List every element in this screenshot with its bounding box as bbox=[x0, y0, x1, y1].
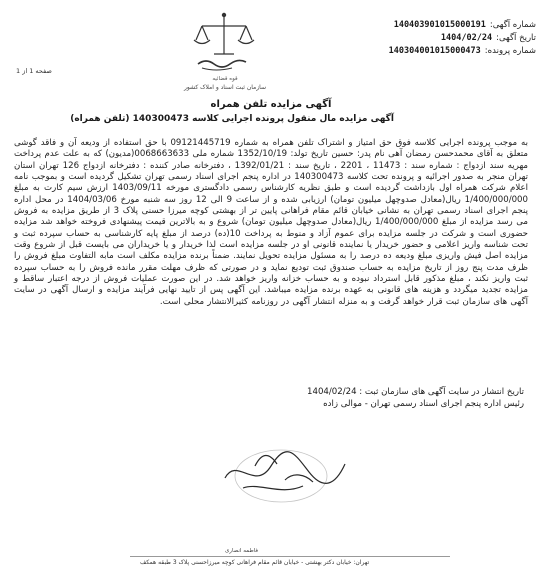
file-number-value: 140304001015000473 bbox=[388, 46, 481, 56]
page-number: صفحه 1 از 1 bbox=[16, 67, 52, 75]
announcement-body bbox=[14, 138, 528, 308]
document-subtitle: آگهی مزایده مال منقول پرونده اجرایی کلاسه 140300473 (تلفن همراه) bbox=[70, 114, 394, 124]
authority-line: رئیس اداره پنجم اجرای اسناد رسمی تهران - موالی زاده bbox=[323, 399, 524, 409]
emblem-caption: سازمان ثبت اسناد و املاک کشور bbox=[183, 84, 267, 91]
publish-date-line: تاریخ انتشار در سایت آگهی های سازمان ثبت : 1404/02/24 bbox=[307, 387, 524, 397]
body-paragraph: به موجب پرونده اجرایی کلاسه فوق حق امتیاز و اشتراک تلفن همراه به شماره 09121445719 با حق استفاده از ودیعه آن و فاقد گوشی متعلق به آقای محمدحسن رمضان آهی نام پدر: حسین تاریخ تولد: 1352/10/19 شماره ملی 0068663633(مدیون) که به علت عدم پرداخت مهریه سند ازدواج : شماره سند : 11473 ، 2201 ، تاریخ سند : 1392/01/21 ، دفترخانه صادر کننده : دفترخانه ازدواج 126 تهران استان تهران منجر به صدور اجرائیه و پرونده تحت کلاسه 140300473 در اداره پنجم اجرای اسناد رسمی تهران تشکیل گردیده است و بموجب نامه اعلام شرکت همراه اول بازداشت گردیده است و طبق نظریه کارشناس رسمی دادگستری مورخه 1403/09/11 ارزش سیم کارت به مبلغ 1/400/000/000 ریال(معادل صدوچهل میلیون تومان) ارزیابی شده و از ساعت 9 الی 12 روز سه شنبه مورخ 1404/03/06 در محل اداره پنجم اجرای اسناد رسمی تهران به نشانی خیابان قائم مقام فراهانی پایین تر از بهشتی کوچه میرزا حسنی پلاک 3 از طریق مزایده به فروش می رسد مزایده از مبلغ 1/400/000/000 ریال(معادل صدوچهل میلیون تومان) شروع و به بالاترین قیمت پیشنهادی فروخته خواهد شد مزایده حضوری است و شرکت در جلسه مزایده برای عموم آزاد و منوط به پرداخت 10(ده) درصد از مبلغ پایه کارشناسی به حساب سپرده ثبت و تحت شناسه واریز اعلامی و حضور خریدار یا نماینده قانونی او در جلسه مزایده است لذا خریدار و یا خریداران می بایست قبل از شروع وقت مزایده اصل فیش واریزی مبلغ ودیعه ده درصد را به مسئول مزایده تحویل نمایند. ضمناً برنده مزایده مکلف است مابه التفاوت مبلغ فروش را ظرف مدت پنج روز از تاریخ مزایده به حساب صندوق ثبت تودیع نماید و در صورتی که ظرف مهلت مقرر مانده فروش را به حساب سپرده ثبت واریز نکند ، مبلغ مذکور قابل استرداد نبوده و به حساب خزانه واریز خواهد شد. در این صورت عملیات فروش از درجه اعتبار ساقط و مزایده تجدید میگردد و هزینه های قانونی به عهده برنده مزایده میباشد. این آگهی پس از تایید نهایی فرآیند مزایده و ارسال آگهی در سایت آگهی های سازمان ثبت قرار خواهد گرفت و به منزله انتشار آگهی در روزنامه کثیرالانتشار محلی است. bbox=[14, 138, 529, 307]
ad-date-value: 1404/02/24 bbox=[440, 33, 493, 43]
file-number-label: شماره پرونده: bbox=[484, 46, 536, 56]
footer-address: تهران: خیابان دکتر بهشتی - خیابان قائم مقام فراهانی کوچه میرزاحسنی پلاک 3 طبقه همکف bbox=[140, 559, 370, 566]
ad-date-row bbox=[246, 33, 536, 46]
signoff-block bbox=[307, 386, 524, 410]
file-number-row bbox=[246, 46, 536, 59]
footer-divider bbox=[130, 556, 450, 557]
meta-block bbox=[246, 20, 536, 59]
ad-number-row bbox=[246, 20, 536, 33]
ad-number-label: شماره آگهی: bbox=[489, 20, 536, 30]
document-title: آگهی مزایده تلفن همراه bbox=[210, 99, 332, 110]
clerk-name: فاطمه انصاری bbox=[225, 548, 259, 554]
judiciary-emblem-icon bbox=[176, 10, 272, 84]
ad-date-label: تاریخ آگهی: bbox=[496, 33, 536, 43]
emblem-caption-top: قوه قضائیه bbox=[212, 76, 238, 82]
signature-stamp-icon bbox=[185, 436, 375, 516]
ad-number-value: 140403901015000191 bbox=[393, 20, 486, 30]
